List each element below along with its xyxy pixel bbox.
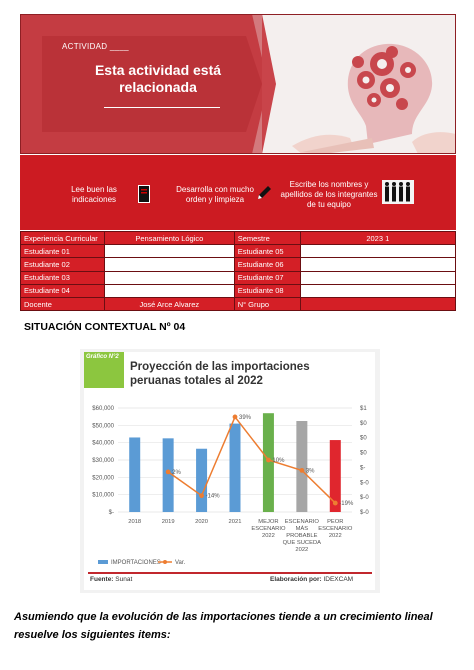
table-row bbox=[21, 297, 456, 310]
y-left-tick-label: $20,000 bbox=[92, 475, 114, 482]
y-right-tick-label: $-0 bbox=[360, 480, 369, 487]
elaboration-label: Elaboración por: bbox=[270, 576, 322, 583]
x-tick-label: 2018 bbox=[128, 519, 142, 525]
instruction-team: Escribe los nombres y apellidos de los integrantes de tu equipo bbox=[280, 180, 378, 209]
var-data-label: 10% bbox=[272, 458, 285, 464]
legend-swatch-imports bbox=[98, 560, 108, 564]
source-label: Fuente: bbox=[90, 576, 114, 583]
table-row bbox=[21, 271, 456, 284]
y-left-tick-label: $30,000 bbox=[92, 458, 114, 464]
y-right-tick-label: $0 bbox=[360, 450, 367, 457]
x-tick-label: 2021 bbox=[228, 519, 242, 525]
y-left-tick-label: $- bbox=[108, 510, 114, 516]
y-right-tick-label: $0 bbox=[360, 435, 367, 442]
var-point bbox=[333, 501, 338, 506]
legend-marker-var bbox=[163, 560, 167, 564]
activity-title: Esta actividad está relacionada bbox=[94, 62, 222, 95]
footer-divider bbox=[88, 572, 372, 574]
bar bbox=[296, 421, 307, 512]
section-title: SITUACIÓN CONTEXTUAL Nº 04 bbox=[24, 321, 186, 333]
table-row bbox=[21, 258, 456, 271]
var-point bbox=[233, 415, 238, 420]
table-cell: 2023 1 bbox=[300, 232, 455, 245]
table-cell: Estudiante 05 bbox=[234, 245, 300, 258]
var-data-label: 2% bbox=[172, 469, 181, 476]
source-note bbox=[90, 576, 132, 583]
y-left-tick-label: $60,000 bbox=[92, 406, 114, 412]
student-name-field[interactable] bbox=[300, 245, 455, 258]
table-cell: Semestre bbox=[234, 232, 300, 245]
imports-chart bbox=[84, 398, 375, 574]
task-prompt: Asumiendo que la evolución de las importaciones tiende a un crecimiento lineal resuelve los siguientes items: bbox=[14, 611, 433, 641]
y-right-tick-label: $1 bbox=[360, 406, 367, 412]
table-row bbox=[21, 232, 456, 245]
student-name-field[interactable] bbox=[104, 258, 234, 271]
table-cell: José Arce Alvarez bbox=[104, 297, 234, 310]
table-cell: Experiencia Curricular bbox=[21, 232, 105, 245]
y-right-tick-label: $0 bbox=[360, 420, 367, 427]
y-right-tick-label: $- bbox=[360, 465, 366, 472]
table-cell: Estudiante 06 bbox=[234, 258, 300, 271]
y-right-tick-label: $-0 bbox=[360, 495, 369, 502]
y-left-tick-label: $40,000 bbox=[92, 440, 114, 447]
chart-title: Proyección de las importaciones peruanas totales al 2022 bbox=[130, 361, 310, 387]
var-point bbox=[266, 458, 271, 463]
brain-gears-illustration bbox=[262, 14, 456, 154]
student-name-field[interactable] bbox=[104, 245, 234, 258]
instruction-read: Lee buen las indicaciones bbox=[71, 185, 117, 204]
student-name-field[interactable] bbox=[104, 271, 234, 284]
table-cell: Pensamiento Lógico bbox=[104, 232, 234, 245]
source-value: Sunat bbox=[115, 576, 133, 583]
elaboration-note bbox=[270, 576, 353, 583]
var-data-label: -14% bbox=[205, 493, 220, 500]
var-point bbox=[199, 493, 204, 498]
student-name-field[interactable] bbox=[300, 271, 455, 284]
x-tick-label: PEOR ESCENARIO 2022 bbox=[318, 519, 353, 539]
pencil-icon bbox=[256, 185, 272, 201]
x-tick-label: 2019 bbox=[161, 519, 175, 525]
x-tick-label: ESCENARIO MÁS PROBABLE QUE SUCEDA 2022 bbox=[282, 519, 322, 553]
table-cell: Estudiante 04 bbox=[21, 284, 105, 297]
table-cell: N° Grupo bbox=[234, 297, 300, 310]
table-cell: Estudiante 02 bbox=[21, 258, 105, 271]
student-name-field[interactable] bbox=[300, 284, 455, 297]
legend-label-imports: IMPORTACIONES bbox=[111, 560, 161, 566]
group-number-field[interactable] bbox=[300, 297, 455, 310]
table-cell: Estudiante 01 bbox=[21, 245, 105, 258]
var-data-label: -19% bbox=[339, 501, 354, 508]
var-data-label: 39% bbox=[239, 414, 252, 421]
y-left-tick-label: $50,000 bbox=[92, 423, 114, 430]
instructions-bar bbox=[20, 155, 456, 230]
book-icon bbox=[138, 185, 150, 203]
chart-badge-text: Gráfico N°2 bbox=[86, 354, 119, 360]
elaboration-value: IDEXCAM bbox=[323, 576, 354, 583]
legend-label-var: Var. bbox=[175, 560, 186, 566]
x-tick-label: 2020 bbox=[195, 519, 209, 525]
team-icon bbox=[382, 180, 414, 204]
table-row bbox=[21, 245, 456, 258]
student-name-field[interactable] bbox=[300, 258, 455, 271]
x-tick-label: MEJOR ESCENARIO 2022 bbox=[251, 519, 286, 539]
activity-label: ACTIVIDAD ____ bbox=[62, 42, 129, 51]
bar bbox=[230, 424, 241, 512]
table-cell: Estudiante 07 bbox=[234, 271, 300, 284]
y-left-tick-label: $10,000 bbox=[92, 492, 114, 499]
student-info-table bbox=[20, 231, 456, 311]
var-point bbox=[166, 469, 171, 474]
table-cell: Estudiante 08 bbox=[234, 284, 300, 297]
table-cell: Estudiante 03 bbox=[21, 271, 105, 284]
bar bbox=[129, 437, 140, 512]
var-point bbox=[299, 468, 304, 473]
table-cell: Docente bbox=[21, 297, 105, 310]
y-right-tick-label: $-0 bbox=[360, 510, 369, 516]
var-data-label: 3% bbox=[305, 468, 315, 475]
title-underline bbox=[104, 107, 220, 108]
table-row bbox=[21, 284, 456, 297]
bar bbox=[196, 449, 207, 512]
student-name-field[interactable] bbox=[104, 284, 234, 297]
instruction-order: Desarrolla con mucho orden y limpieza bbox=[176, 185, 254, 204]
